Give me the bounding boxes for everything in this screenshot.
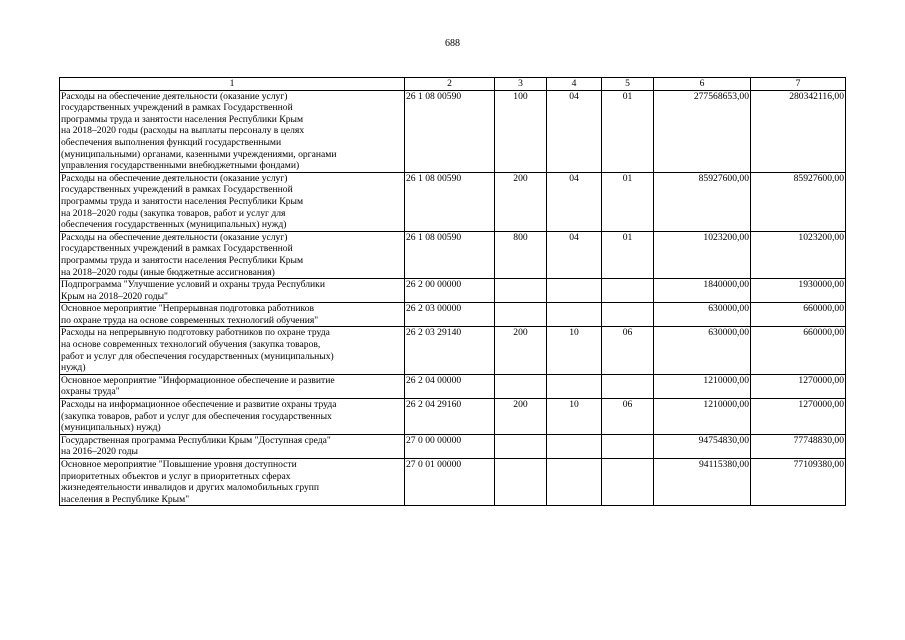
- subsection-cell: 01: [602, 90, 654, 172]
- subsection-cell: 01: [602, 231, 654, 278]
- expense-type-cell: [495, 459, 547, 506]
- budget-table: [59, 77, 846, 506]
- amount-year2-cell: 1930000,00: [751, 279, 846, 303]
- table-row: [60, 459, 846, 506]
- amount-year2-cell: 77109380,00: [751, 459, 846, 506]
- header-row: [60, 78, 846, 91]
- row-name-cell: Государственная программа Республики Крым "Доступная среда" на 2016–2020 годы: [60, 434, 405, 458]
- subsection-cell: [602, 374, 654, 398]
- section-cell: [547, 303, 602, 327]
- target-article-code-cell: 26 2 00 00000: [405, 279, 495, 303]
- section-cell: [547, 279, 602, 303]
- section-cell: [547, 374, 602, 398]
- section-cell: [547, 459, 602, 506]
- column-header: 2: [405, 78, 495, 91]
- subsection-cell: 06: [602, 327, 654, 374]
- subsection-cell: 06: [602, 399, 654, 435]
- amount-year2-cell: 280342116,00: [751, 90, 846, 172]
- target-article-code-cell: 27 0 01 00000: [405, 459, 495, 506]
- target-article-code-cell: 26 2 04 00000: [405, 374, 495, 398]
- expense-type-cell: [495, 279, 547, 303]
- row-name-cell: Основное мероприятие "Непрерывная подготовка работников по охране труда на основе современных технологий обучения": [60, 303, 405, 327]
- table-row: [60, 231, 846, 278]
- row-name-cell: Расходы на непрерывную подготовку работников по охране труда на основе современных технологий обучения (закупка товаров, работ и услуг для обеспечения государственных (муниципальных) нужд): [60, 327, 405, 374]
- subsection-cell: [602, 279, 654, 303]
- subsection-cell: 01: [602, 172, 654, 231]
- amount-year1-cell: 1210000,00: [654, 399, 751, 435]
- table-row: [60, 327, 846, 374]
- column-header: 5: [602, 78, 654, 91]
- column-header: 6: [654, 78, 751, 91]
- target-article-code-cell: 26 1 08 00590: [405, 231, 495, 278]
- table-row: [60, 303, 846, 327]
- expense-type-cell: 800: [495, 231, 547, 278]
- amount-year1-cell: 94754830,00: [654, 434, 751, 458]
- expense-type-cell: 100: [495, 90, 547, 172]
- section-cell: 04: [547, 90, 602, 172]
- amount-year1-cell: 630000,00: [654, 303, 751, 327]
- table-row: [60, 374, 846, 398]
- target-article-code-cell: 26 2 04 29160: [405, 399, 495, 435]
- subsection-cell: [602, 434, 654, 458]
- expense-type-cell: 200: [495, 327, 547, 374]
- column-header: 3: [495, 78, 547, 91]
- amount-year2-cell: 1023200,00: [751, 231, 846, 278]
- subsection-cell: [602, 303, 654, 327]
- section-cell: 04: [547, 231, 602, 278]
- amount-year1-cell: 1210000,00: [654, 374, 751, 398]
- subsection-cell: [602, 459, 654, 506]
- row-name-cell: Подпрограмма "Улучшение условий и охраны труда Республики Крым на 2018–2020 годы": [60, 279, 405, 303]
- target-article-code-cell: 26 2 03 00000: [405, 303, 495, 327]
- row-name-cell: Расходы на информационное обеспечение и развитие охраны труда (закупка товаров, работ и услуг для обеспечения государственных (муниципальных) нужд): [60, 399, 405, 435]
- row-name-cell: Расходы на обеспечение деятельности (оказание услуг) государственных учреждений в рамках Государственной программы труда и занятости населения Республики Крым на 2018–2020 годы (расходы на выплаты персоналу в целях обеспечения выполнения функций государственными (муниципальными) органами, казенными учреждениями, органами управления государственными внебюджетными фондами): [60, 90, 405, 172]
- target-article-code-cell: 27 0 00 00000: [405, 434, 495, 458]
- row-name-cell: Расходы на обеспечение деятельности (оказание услуг) государственных учреждений в рамках Государственной программы труда и занятости населения Республики Крым на 2018–2020 годы (иные бюджетные ассигнования): [60, 231, 405, 278]
- section-cell: 10: [547, 327, 602, 374]
- amount-year2-cell: 85927600,00: [751, 172, 846, 231]
- amount-year1-cell: 277568653,00: [654, 90, 751, 172]
- table-row: [60, 399, 846, 435]
- expense-type-cell: [495, 374, 547, 398]
- table-row: [60, 172, 846, 231]
- expense-type-cell: 200: [495, 399, 547, 435]
- column-header: 4: [547, 78, 602, 91]
- page-number: 688: [445, 38, 460, 49]
- expense-type-cell: [495, 303, 547, 327]
- amount-year2-cell: 660000,00: [751, 327, 846, 374]
- row-name-cell: Основное мероприятие "Информационное обеспечение и развитие охраны труда": [60, 374, 405, 398]
- expense-type-cell: [495, 434, 547, 458]
- amount-year2-cell: 1270000,00: [751, 399, 846, 435]
- amount-year2-cell: 1270000,00: [751, 374, 846, 398]
- section-cell: [547, 434, 602, 458]
- amount-year1-cell: 630000,00: [654, 327, 751, 374]
- target-article-code-cell: 26 1 08 00590: [405, 90, 495, 172]
- row-name-cell: Основное мероприятие "Повышение уровня доступности приоритетных объектов и услуг в приоритетных сферах жизнедеятельности инвалидов и других маломобильных групп населения в Республике Крым": [60, 459, 405, 506]
- column-header: 7: [751, 78, 846, 91]
- amount-year1-cell: 1840000,00: [654, 279, 751, 303]
- expense-type-cell: 200: [495, 172, 547, 231]
- table-row: [60, 279, 846, 303]
- section-cell: 10: [547, 399, 602, 435]
- target-article-code-cell: 26 2 03 29140: [405, 327, 495, 374]
- amount-year2-cell: 77748830,00: [751, 434, 846, 458]
- target-article-code-cell: 26 1 08 00590: [405, 172, 495, 231]
- row-name-cell: Расходы на обеспечение деятельности (оказание услуг) государственных учреждений в рамках Государственной программы труда и занятости населения Республики Крым на 2018–2020 годы (закупка товаров, работ и услуг для обеспечения государственных (муниципальных) нужд): [60, 172, 405, 231]
- section-cell: 04: [547, 172, 602, 231]
- column-header: 1: [60, 78, 405, 91]
- amount-year1-cell: 85927600,00: [654, 172, 751, 231]
- table-row: [60, 90, 846, 172]
- amount-year1-cell: 1023200,00: [654, 231, 751, 278]
- table-row: [60, 434, 846, 458]
- amount-year1-cell: 94115380,00: [654, 459, 751, 506]
- amount-year2-cell: 660000,00: [751, 303, 846, 327]
